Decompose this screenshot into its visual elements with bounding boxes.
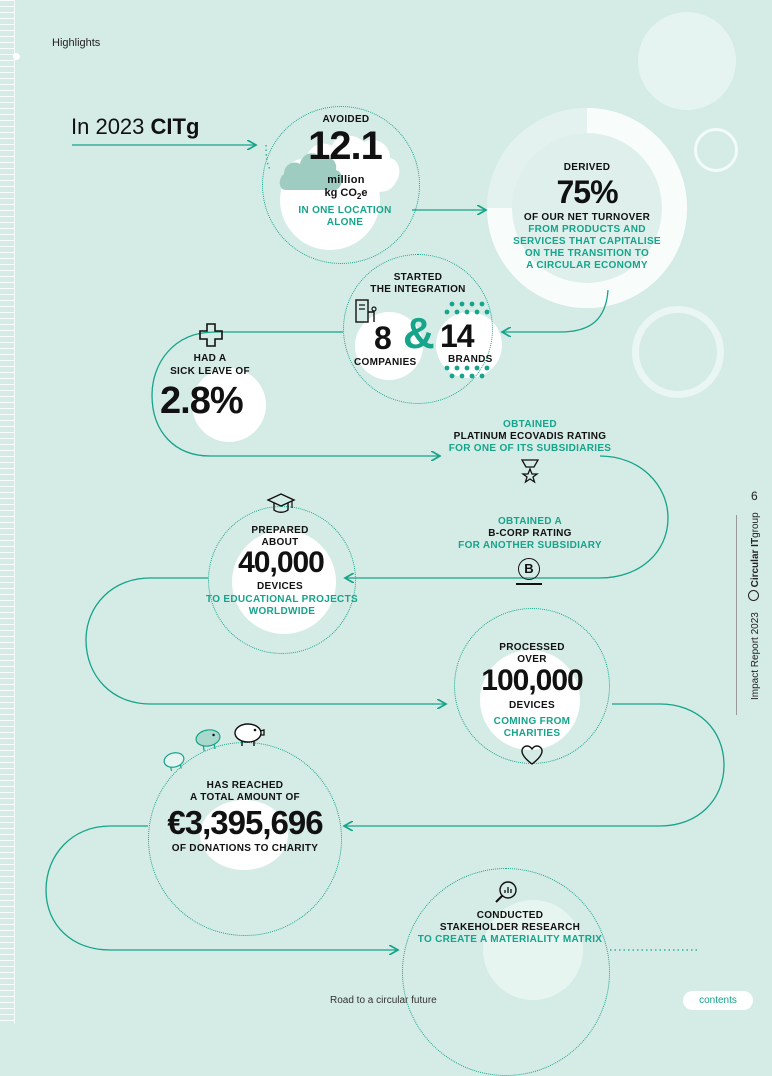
donations-line-2: A TOTAL AMOUNT OF xyxy=(190,792,300,803)
donations-line-1: HAS REACHED xyxy=(206,780,284,791)
processed-line-5: CHARITIES xyxy=(503,728,561,739)
education-line-4: TO EDUCATIONAL PROJECTS xyxy=(206,594,358,605)
medal-icon xyxy=(518,458,542,484)
processed-line-3: DEVICES xyxy=(508,700,555,711)
ecovadis-line-3: FOR ONE OF ITS SUBSIDIARIES xyxy=(448,443,612,454)
footer-title: Road to a circular future xyxy=(330,995,437,1006)
avoided-unit-base: kg CO xyxy=(324,187,357,199)
ampersand: & xyxy=(403,309,434,358)
education-line-2: ABOUT xyxy=(261,537,299,548)
graduation-cap-icon xyxy=(266,492,296,516)
connector-dot-1 xyxy=(266,145,270,170)
avoided-label: AVOIDED xyxy=(322,114,370,125)
avoided-unit-1: million xyxy=(327,174,365,186)
donations-line-3: OF DONATIONS TO CHARITY xyxy=(171,843,319,854)
processed-line-1: PROCESSED xyxy=(499,642,565,653)
brands-label: BRANDS xyxy=(448,354,493,365)
derived-value: 75% xyxy=(556,174,618,210)
brand-bold: Circular IT xyxy=(750,537,761,588)
derived-line-5: A CIRCULAR ECONOMY xyxy=(526,260,648,271)
magnifier-chart-icon xyxy=(494,880,518,904)
processed-line-2: OVER xyxy=(517,654,547,665)
bcorp-line-3: FOR ANOTHER SUBSIDIARY xyxy=(458,540,602,551)
avoided-unit-sub: 2 xyxy=(356,192,362,202)
research-line-1: CONDUCTED xyxy=(476,910,544,921)
page-number: 6 xyxy=(751,489,758,503)
report-vertical-label xyxy=(748,512,761,700)
ecovadis-line-2: PLATINUM ECOVADIS RATING xyxy=(453,431,607,442)
avoided-note-2: ALONE xyxy=(326,217,364,228)
heart-icon xyxy=(520,744,544,766)
piggy-bank-icon-2 xyxy=(192,724,224,752)
companies-label: COMPANIES xyxy=(354,357,417,368)
donations-value: €3,395,696 xyxy=(167,804,323,841)
derived-line-2: FROM PRODUCTS AND xyxy=(528,224,646,235)
avoided-note-1: IN ONE LOCATION xyxy=(298,205,392,216)
brands-value: 14 xyxy=(440,318,474,354)
bcorp-logo-letter: B xyxy=(524,561,534,576)
education-value: 40,000 xyxy=(238,546,324,579)
intro-prefix: In 2023 xyxy=(71,114,151,139)
education-line-3: DEVICES xyxy=(256,581,303,592)
processed-value: 100,000 xyxy=(481,664,583,697)
sick-leave-line-2: SICK LEAVE OF xyxy=(170,366,250,377)
bcorp-logo-underline xyxy=(516,583,542,585)
processed-line-4: COMING FROM xyxy=(493,716,571,727)
sick-leave-value: 2.8% xyxy=(160,380,243,422)
section-header: Highlights xyxy=(52,37,101,49)
education-line-1: PREPARED xyxy=(251,525,309,536)
integration-label-2: THE INTEGRATION xyxy=(370,284,466,295)
research-line-2: STAKEHOLDER RESEARCH xyxy=(439,922,581,933)
intro-company: CITg xyxy=(150,114,200,139)
bcorp-line-2: B-CORP RATING xyxy=(488,528,572,539)
derived-line-3: SERVICES THAT CAPITALISE xyxy=(513,236,661,247)
brand-rest: group xyxy=(750,512,761,538)
medical-cross-icon xyxy=(198,322,224,348)
piggy-bank-icon xyxy=(160,748,188,772)
side-divider xyxy=(736,515,737,715)
derived-line-1: OF OUR NET TURNOVER xyxy=(523,212,651,223)
bcorp-logo-icon xyxy=(518,558,540,580)
intro-heading xyxy=(71,114,199,140)
brand-logo-icon xyxy=(748,590,759,601)
ecovadis-line-1: OBTAINED xyxy=(503,419,557,430)
education-line-5: WORLDWIDE xyxy=(248,606,316,617)
integration-label-1: STARTED xyxy=(393,272,443,283)
avoided-unit-2 xyxy=(296,187,396,201)
avoided-value: 12.1 xyxy=(308,124,382,168)
bcorp-line-1: OBTAINED A xyxy=(497,516,563,527)
sick-leave-line-1: HAD A xyxy=(193,353,227,364)
report-label: Impact Report 2023 xyxy=(750,612,761,700)
research-line-3: TO CREATE A MATERIALITY MATRIX xyxy=(417,934,603,945)
derived-line-4: ON THE TRANSITION TO xyxy=(524,248,650,259)
derived-label: DERIVED xyxy=(563,162,611,173)
contents-button[interactable]: contents xyxy=(683,991,753,1010)
avoided-unit-end: e xyxy=(361,187,368,199)
companies-value: 8 xyxy=(374,320,391,356)
piggy-bank-icon-3 xyxy=(230,718,266,748)
flow-segment-3 xyxy=(502,290,608,332)
